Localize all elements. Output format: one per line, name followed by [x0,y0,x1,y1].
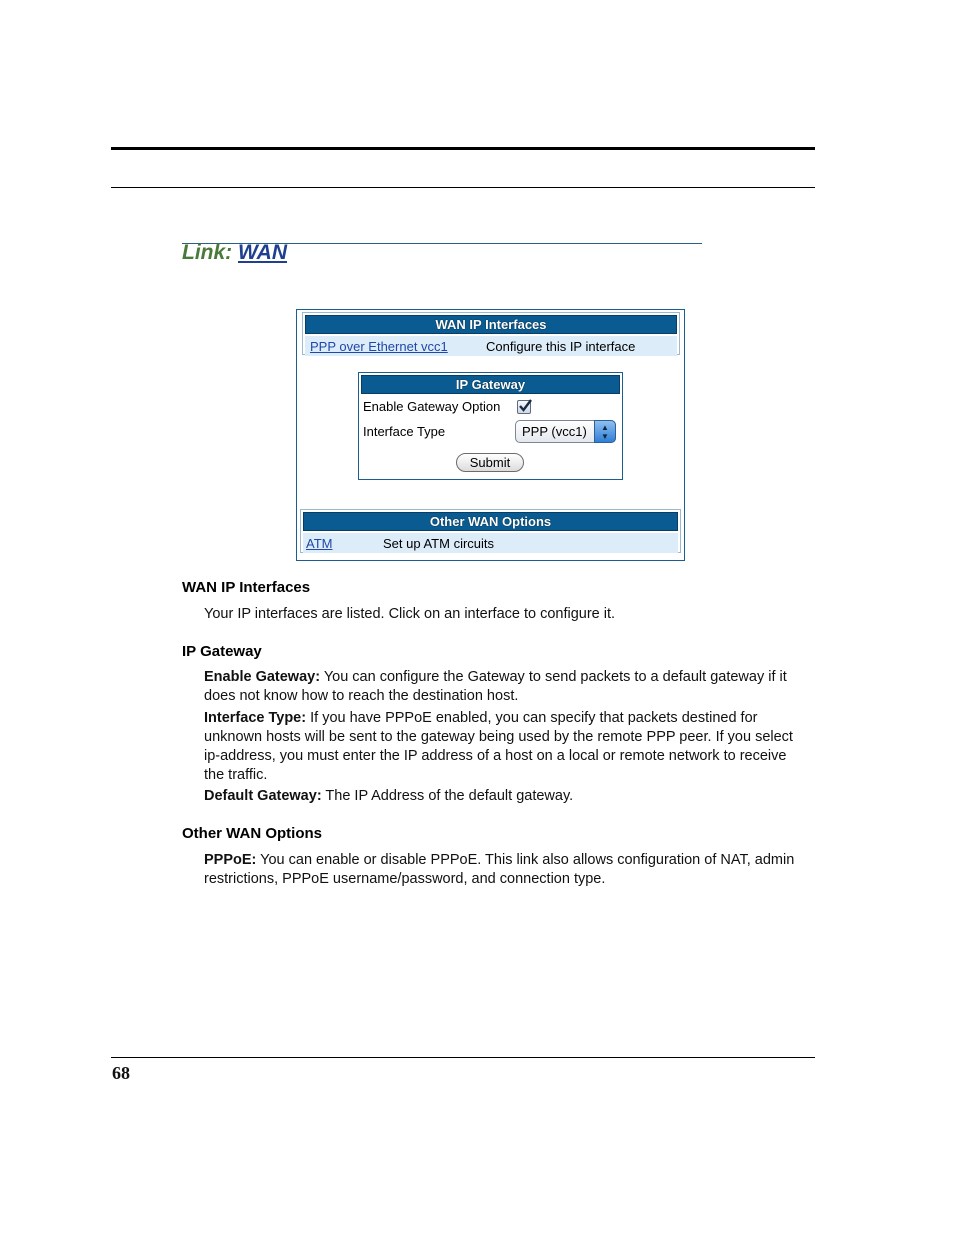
pppoe-paragraph [204,851,804,889]
wan-ip-interfaces-heading: WAN IP Interfaces [182,579,311,596]
atm-link[interactable]: ATM [306,536,333,551]
ppp-over-ethernet-link[interactable]: PPP over Ethernet vcc1 [310,339,448,354]
other-wan-options-box [300,509,681,553]
wan-ip-interface-row [305,336,677,356]
enable-gateway-term: Enable Gateway: [204,669,321,685]
select-arrows-icon: ▲ ▼ [594,420,616,443]
pppoe-term: PPPoE: [204,852,257,868]
interface-type-paragraph [204,709,804,785]
interface-type-term: Interface Type: [204,710,307,726]
wan-screenshot-panel [296,309,685,561]
pppoe-text: You can enable or disable PPPoE. This link also allows configuration of NAT, admin restrictions, PPPoE username/password, and connection type. [204,852,795,887]
page-number: 68 [112,1063,130,1083]
wan-ip-interface-description: Configure this IP interface [486,339,636,354]
header-rule-thin [111,187,815,188]
atm-description: Set up ATM circuits [383,536,495,551]
footer-rule [111,1057,815,1058]
default-gateway-text: The IP Address of the default gateway. [321,788,574,804]
default-gateway-term: Default Gateway: [204,788,322,804]
interface-type-label: Interface Type [363,424,446,439]
wan-ip-interfaces-header: WAN IP Interfaces [305,315,677,334]
enable-gateway-label: Enable Gateway Option [363,399,501,414]
other-wan-option-row [303,533,678,553]
ip-gateway-heading: IP Gateway [182,643,262,660]
submit-button[interactable]: Submit [456,453,524,472]
checkmark-icon [517,398,533,414]
enable-gateway-checkbox[interactable] [517,400,531,414]
section-title-prefix: Link: [182,241,238,264]
interface-type-value: PPP (vcc1) [522,424,587,439]
wan-link[interactable]: WAN [238,241,287,264]
other-wan-options-header: Other WAN Options [303,512,678,531]
enable-gateway-text: You can configure the Gateway to send packets to a default gateway if it does not know how to reach the destination host. [204,669,787,704]
other-wan-options-heading: Other WAN Options [182,825,322,842]
interface-type-text: If you have PPPoE enabled, you can specify that packets destined for unknown hosts will be sent to the gateway being used by the remote PPP peer. If you select ip-address, you must enter the IP address of a host on a local or remote network to receive the traffic. [204,710,793,783]
enable-gateway-paragraph [204,668,804,706]
ip-gateway-box [358,372,623,480]
wan-ip-interfaces-box [302,312,680,355]
default-gateway-paragraph [204,787,804,806]
wan-ip-interfaces-text: Your IP interfaces are listed. Click on an interface to configure it. [204,606,616,622]
interface-type-select[interactable] [515,420,616,443]
header-rule-thick [111,147,815,150]
section-title [182,241,287,265]
ip-gateway-header: IP Gateway [361,375,620,394]
